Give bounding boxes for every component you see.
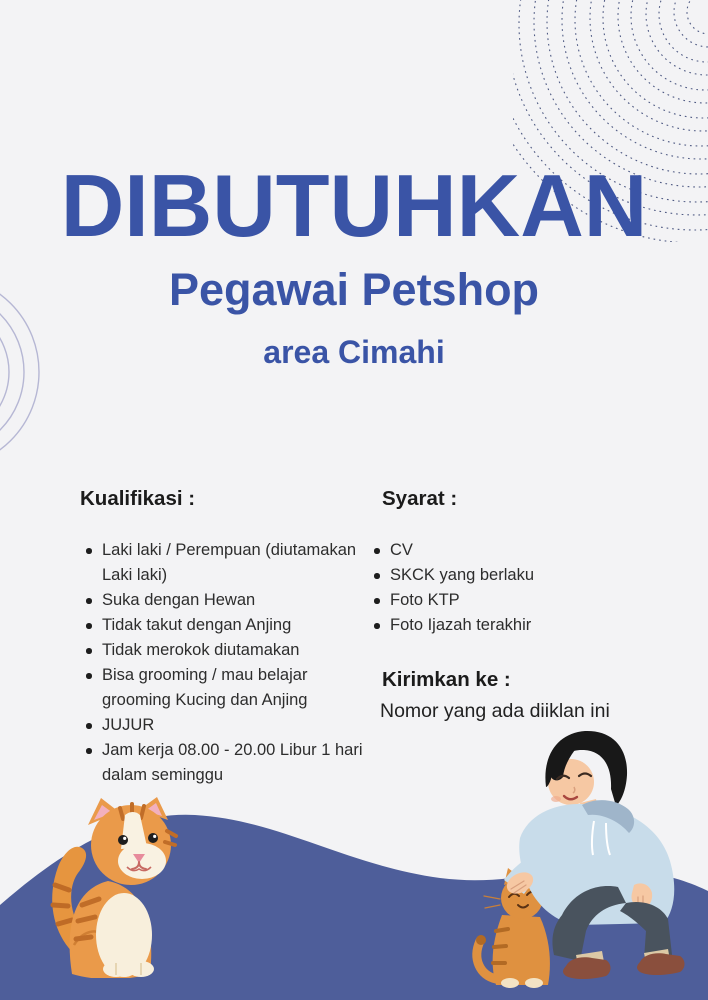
header [0, 0, 708, 371]
man-petting-cat-icon [430, 703, 708, 993]
poster-title: DIBUTUHKAN [60, 156, 648, 255]
poster-area: area Cimahi [263, 334, 445, 370]
list-item: Suka dengan Hewan [80, 588, 372, 613]
list-item: Bisa grooming / mau belajar grooming Kucing dan Anjing [80, 663, 372, 713]
requirements-list [368, 538, 698, 638]
requirements-heading: Syarat : [382, 487, 458, 510]
list-item: Tidak takut dengan Anjing [80, 613, 372, 638]
send-to-heading: Kirimkan ke : [382, 668, 511, 691]
send-to-text: Nomor yang ada diiklan ini [380, 700, 610, 722]
list-item: Foto KTP [368, 588, 698, 613]
list-item: Foto Ijazah terakhir [368, 613, 698, 638]
qualifications-heading: Kualifikasi : [80, 487, 196, 510]
list-item: Tidak merokok diutamakan [80, 638, 372, 663]
list-item: Jam kerja 08.00 - 20.00 Libur 1 hari dalam seminggu [80, 738, 372, 788]
list-item: JUJUR [80, 713, 372, 738]
requirements-section [368, 487, 698, 723]
list-item: Laki laki / Perempuan (diutamakan Laki laki) [80, 538, 372, 588]
orange-tabby-cat-icon [24, 793, 184, 978]
list-item: SKCK yang berlaku [368, 563, 698, 588]
list-item: CV [368, 538, 698, 563]
poster-subtitle: Pegawai Petshop [168, 264, 540, 315]
